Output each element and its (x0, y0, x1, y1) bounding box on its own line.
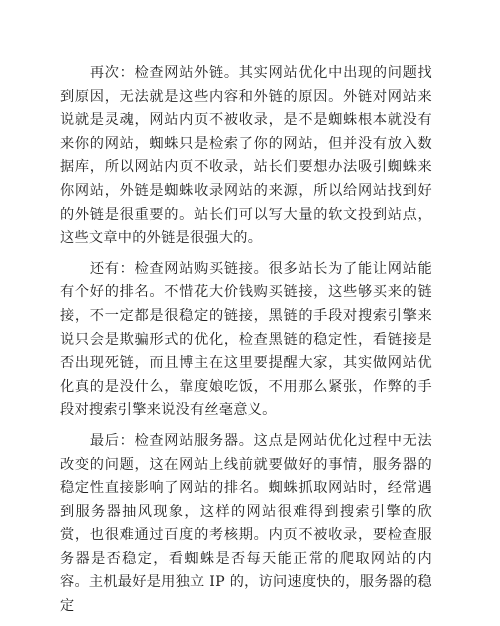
paragraph-external-links: 再次：检查网站外链。其实网站优化中出现的问题找到原因，无法就是这些内容和外链的原因。外链对网站来说就是灵魂，网站内页不被收录，是不是蜘蛛根本就没有来你的网站，蜘蛛只是检索了你的网站，但并没有放入数据库，所以网站内页不收录，站长们要想办法吸引蜘蛛来你网站，外链是蜘蛛收录网站的来源，所以给网站找到好的外链是很重要的。站长们可以写大量的软文投到站点，这些文章中的外链是很强大的。 (60, 65, 432, 247)
paragraph-server-check: 最后：检查网站服务器。这点是网站优化过程中无法改变的问题，这在网站上线前就要做好的事情，服务器的稳定性直接影响了网站的排名。蜘蛛抓取网站时，经常遇到服务器抽风现象，这样的网站很难得到搜索引擎的欣赏，也很难通过百度的考核期。内页不被收录，要检查服务器是否稳定，看蜘蛛是否每天能正常的爬取网站的内容。主机最好是用独立 IP 的，访问速度快的，服务器的稳定 (60, 432, 432, 615)
article-body (60, 62, 432, 626)
paragraph-purchased-links: 还有：检查网站购买链接。很多站长为了能让网站能有个好的排名。不惜花大价钱购买链接，这些够买来的链接，不一定都是很稳定的链接，黑链的手段对搜索引擎来说只会是欺骗形式的优化，检查黑链的稳定性，看链接是否出现死链，而且博主在这里要提醒大家，其实做网站优化真的是没什么，靠度娘吃饭，不用那么紧张，作弊的手段对搜索引擎来说没有丝毫意义。 (60, 260, 432, 419)
